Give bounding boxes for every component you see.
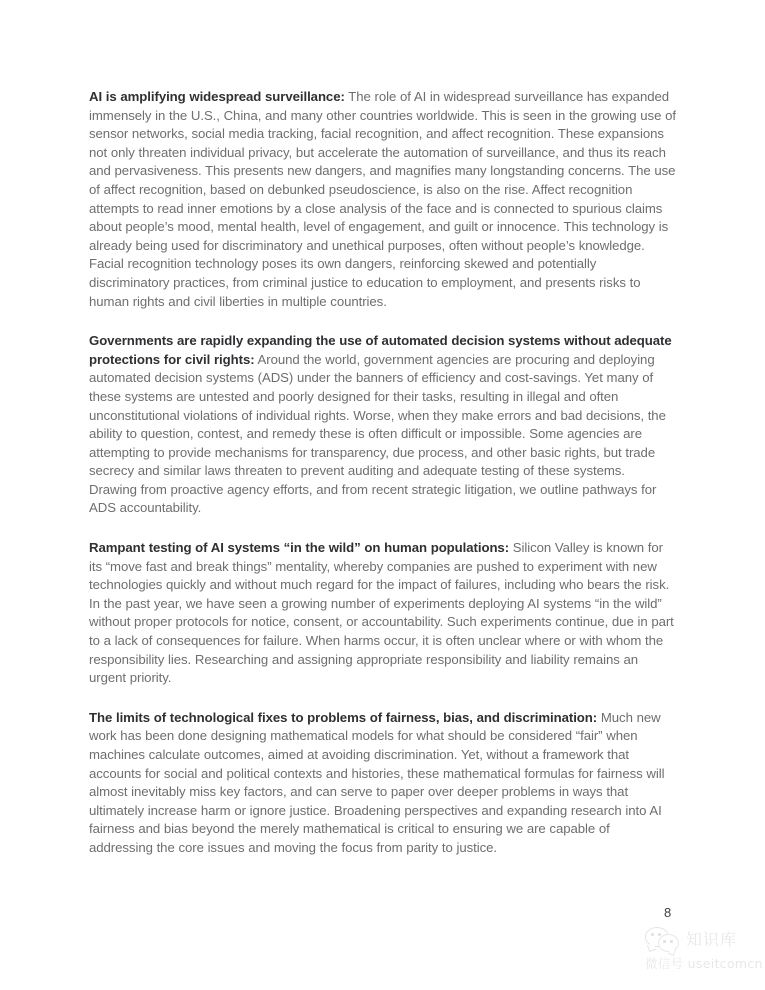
paragraph-lead: AI is amplifying widespread surveillance: bbox=[89, 89, 345, 104]
paragraph-testing-in-the-wild bbox=[89, 539, 676, 688]
wechat-bubble-large bbox=[645, 927, 669, 947]
wechat-logo-icon bbox=[645, 926, 679, 954]
wechat-bubble-small bbox=[658, 934, 679, 952]
paragraph-technological-fixes bbox=[89, 709, 676, 858]
wechat-dot bbox=[663, 940, 666, 943]
paragraph-text: Around the world, government agencies are procuring and deploying automated decision systems (ADS) under the banners of efficiency and cost-savings. Yet many of these systems are untested and poorly designed for their tasks, resulting in illegal and often unconstitutional violations of individual rights. Worse, when they make errors and bad decisions, the ability to question, contest, and remedy these is often difficult or impossible. Some agencies are attempting to provide mechanisms for transparency, due process, and other basic rights, but trade secrecy and similar laws threaten to prevent auditing and adequate testing of these systems. Drawing from proactive agency efforts, and from recent strategic litigation, we outline pathways for ADS accountability. bbox=[89, 351, 666, 516]
watermark-title: 知识库 bbox=[686, 930, 738, 949]
wechat-dot bbox=[670, 940, 673, 943]
watermark bbox=[645, 926, 763, 978]
paragraph-text: The role of AI in widespread surveillance has expanded immensely in the U.S., China, and many other countries worldwide. This is seen in the growing use of sensor networks, social media tracking, facial recognition, and affect recognition. These expansions not only threaten individual privacy, but accelerate the automation of surveillance, and thus its reach and pervasiveness. This presents new dangers, and magnifies many longstanding concerns. The use of affect recognition, based on debunked pseudoscience, is also on the rise. Affect recognition attempts to read inner emotions by a close analysis of the face and is connected to spurious claims about people’s mood, mental health, level of engagement, and guilt or innocence. This technology is already being used for discriminatory and unethical purposes, often without people’s knowledge. Facial recognition technology poses its own dangers, reinforcing skewed and potentially discriminatory practices, from criminal justice to education to employment, and presents risks to human rights and civil liberties in multiple countries. bbox=[89, 89, 676, 309]
paragraph-automated-decision-systems bbox=[89, 332, 676, 518]
watermark-row bbox=[645, 926, 737, 954]
document-body bbox=[89, 88, 676, 858]
wechat-dot bbox=[658, 933, 661, 936]
paragraph-lead: Rampant testing of AI systems “in the wild” on human populations: bbox=[89, 540, 510, 556]
paragraph-surveillance bbox=[89, 88, 676, 311]
paragraph-text: Much new work has been done designing mathematical models for what should be considered “fair” when machines calculate outcomes, aimed at avoiding discrimination. Yet, without a framework that accounts for social and political contexts and histories, these mathematical formulas for fairness will almost inevitably miss key factors, and can serve to paper over deeper problems in ways that ultimately increase harm or ignore justice. Broadening perspectives and expanding research into AI fairness and bias beyond the merely mathematical is critical to ensuring we are capable of addressing the core issues and moving the focus from parity to justice. bbox=[89, 709, 665, 855]
watermark-subtitle: 微信号 useitcomcn bbox=[645, 956, 763, 971]
page-number: 8 bbox=[664, 905, 672, 920]
wechat-dot bbox=[651, 933, 654, 936]
paragraph-text: Silicon Valley is known for its “move fast and break things” mentality, whereby companies are pushed to experiment with new technologies quickly and without much regard for the impact of failures, including who bears the risk. In the past year, we have seen a growing number of experiments deploying AI systems “in the wild” without proper protocols for notice, consent, or accountability. Such experiments continue, due in part to a lack of consequences for failure. When harms occur, it is often unclear where or with whom the responsibility lies. Researching and assigning appropriate responsibility and liability remains an urgent priority. bbox=[89, 540, 674, 686]
paragraph-lead: Governments are rapidly expanding the use of automated decision systems without adequate protections for civil rights: bbox=[89, 333, 672, 367]
paragraph-lead: The limits of technological fixes to problems of fairness, bias, and discrimination: bbox=[89, 709, 598, 725]
